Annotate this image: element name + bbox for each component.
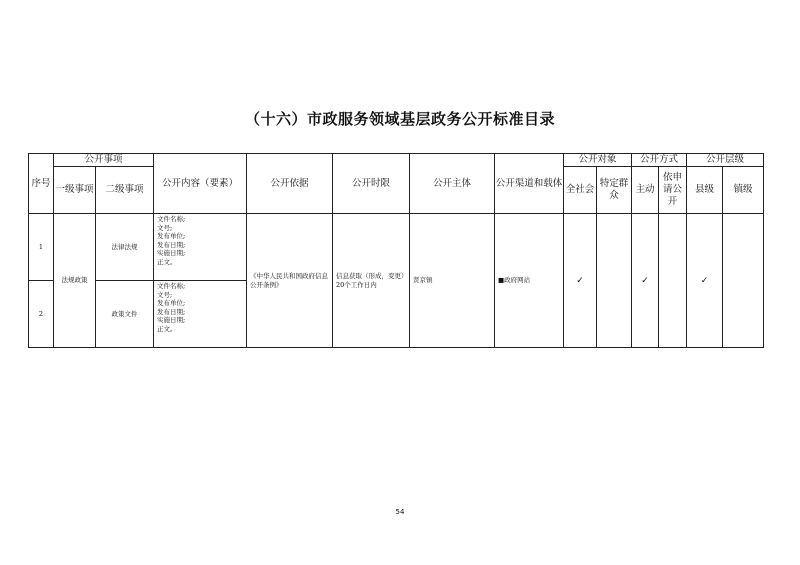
row-content <box>154 281 247 348</box>
content-item: 文号; <box>157 223 173 232</box>
content-item: 文件名称; <box>157 215 186 223</box>
header-basis: 公开依据 <box>247 154 333 214</box>
header-seq: 序号 <box>29 154 54 214</box>
header-level-group: 公开层级 <box>687 154 764 167</box>
method-apply-cell <box>659 214 687 348</box>
content-item: 正文。 <box>157 257 177 266</box>
header-method-group: 公开方式 <box>632 154 687 167</box>
header-method-apply: 依申请公开 <box>659 167 687 214</box>
row-level2: 政策文件 <box>96 281 154 348</box>
object-specific-cell <box>597 214 632 348</box>
content-item: 发布日期; <box>157 307 186 316</box>
header-subject: 公开主体 <box>410 154 495 214</box>
basis-cell: 《中华人民共和国政府信息公开条例》 <box>247 214 333 348</box>
header-channel: 公开渠道和载体 <box>495 154 564 214</box>
row-seq: 1 <box>29 214 54 281</box>
header-level-town: 镇级 <box>723 167 764 214</box>
time-limit-cell: 信息获取（形成，变更）20个工作日内 <box>333 214 410 348</box>
header-content: 公开内容（要素） <box>154 154 247 214</box>
row-content <box>154 214 247 281</box>
content-item: 实施日期; <box>157 316 186 324</box>
page-title: （十六）市政服务领域基层政务公开标准目录 <box>244 110 555 128</box>
header-level1: 一级事项 <box>54 167 96 214</box>
channel-cell: ■政府网站 <box>495 214 564 348</box>
content-item: 文号; <box>157 290 173 299</box>
content-item: 发布单位; <box>157 299 186 307</box>
header-level-county: 县级 <box>687 167 723 214</box>
object-all-check: ✓ <box>564 214 597 348</box>
header-object-group: 公开对象 <box>564 154 632 167</box>
header-object-all: 全社会 <box>564 167 597 214</box>
method-active-check: ✓ <box>632 214 659 348</box>
header-method-active: 主动 <box>632 167 659 214</box>
header-object-specific: 特定群众 <box>597 167 632 214</box>
level-county-check: ✓ <box>687 214 723 348</box>
catalog-table <box>28 153 764 348</box>
content-item: 文件名称; <box>157 282 186 290</box>
level1-cell: 法规政策 <box>54 214 96 348</box>
header-time-limit: 公开时限 <box>333 154 410 214</box>
table-row <box>29 214 764 281</box>
header-level2: 二级事项 <box>96 167 154 214</box>
row-level2: 法律法规 <box>96 214 154 281</box>
content-item: 发布日期; <box>157 240 186 249</box>
level-town-cell <box>723 214 764 348</box>
content-item: 发布单位; <box>157 232 186 240</box>
content-item: 正文。 <box>157 324 177 333</box>
subject-cell: 贤京镇 <box>410 214 495 348</box>
header-matter-group: 公开事项 <box>54 154 154 167</box>
page-number: 54 <box>395 508 405 516</box>
content-item: 实施日期; <box>157 249 186 257</box>
row-seq: 2 <box>29 281 54 348</box>
